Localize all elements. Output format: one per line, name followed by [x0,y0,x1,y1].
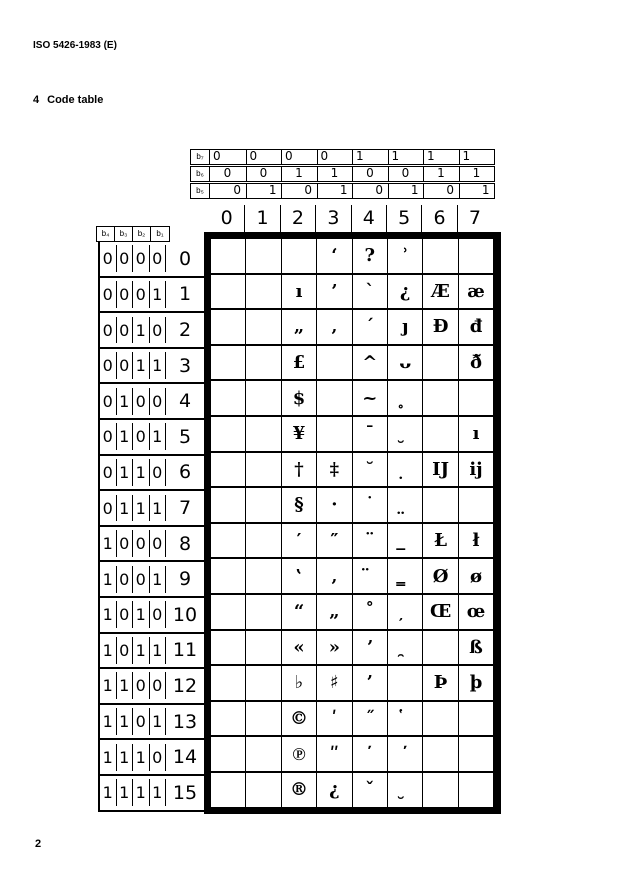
row-number: 11 [172,639,198,662]
code-cell-7-7 [459,488,494,524]
code-cell-0-10 [211,595,246,631]
row-bit: 0 [100,317,117,344]
row-label-5 [98,420,204,456]
column-heading-7: 7 [457,205,492,232]
code-cell-5-6 [388,453,423,489]
row-bit: 0 [100,281,117,308]
b7-bit-0: 0 [213,149,221,163]
code-cell-2-7: § [282,488,317,524]
row-bit: 1 [133,637,150,664]
row-bit: 0 [100,459,117,486]
row-bit: 1 [133,459,150,486]
code-cell-3-8: ″ [317,524,352,560]
code-cell-1-11 [246,631,281,667]
b5-bit-5: 1 [388,184,423,198]
row-label-10 [98,598,204,634]
code-cell-4-15: ˇ [353,773,388,809]
code-cell-6-2: Đ [423,310,458,346]
row-bit: 1 [100,708,117,735]
column-heading-0: 0 [220,207,233,229]
row-bit: 0 [150,388,167,415]
code-table-grid [204,232,501,814]
row-number: 4 [178,390,192,413]
row-bits-header [96,226,170,242]
row-bit: 1 [150,708,167,735]
b6-bit-7: 1 [459,167,494,181]
code-cell-0-4 [211,381,246,417]
code-cell-6-10: Œ [423,595,458,631]
code-cell-1-13 [246,702,281,738]
row-number: 3 [178,354,192,377]
row-bit: 1 [117,708,134,735]
code-cell-3-1: ’ [317,275,352,311]
b6-bit-6: 1 [423,167,458,181]
b5-bit-6: 0 [423,184,458,198]
code-cell-5-0: ʾ [388,239,423,275]
code-cell-3-9: ‚ [317,559,352,595]
code-cell-7-8: ł [459,524,494,560]
row-bit: 1 [117,672,134,699]
code-cell-2-9: ‛ [282,559,317,595]
row-bit: 0 [117,637,134,664]
code-cell-4-14 [353,737,388,773]
row-number: 9 [178,568,192,591]
code-cell-4-2: ´ [353,310,388,346]
code-cell-0-11 [211,631,246,667]
code-cell-4-5: ¯ [353,417,388,453]
code-cell-5-3: ᴗ [388,346,423,382]
code-cell-6-6: IJ [423,453,458,489]
row-bit-header-2: b₂ [133,227,151,241]
b7-bit-5: 1 [388,150,423,164]
row-bit: 0 [150,245,167,272]
code-cell-0-6 [211,453,246,489]
row-bit: 1 [100,637,117,664]
row-bit: 0 [150,530,167,557]
row-bit: 1 [150,281,167,308]
code-cell-1-4 [246,381,281,417]
code-cell-0-14 [211,737,246,773]
row-bit: 0 [100,245,117,272]
code-cell-7-0 [459,239,494,275]
row-bit: 0 [100,495,117,522]
code-cell-4-13: ˝ [353,702,388,738]
code-cell-1-12 [246,666,281,702]
row-bit: 1 [150,779,167,806]
code-cell-7-11: ß [459,631,494,667]
row-bit: 1 [150,637,167,664]
code-cell-2-11: « [282,631,317,667]
code-cell-0-3 [211,346,246,382]
row-bit: 1 [133,744,150,771]
column-heading-5: 5 [386,205,421,232]
code-cell-3-13: ʹ [317,702,352,738]
code-cell-4-1: ` [353,275,388,311]
code-cell-0-13 [211,702,246,738]
b5-bit-7: 1 [459,184,494,198]
code-cell-4-12: ’ [353,666,388,702]
code-cell-2-10: “ [282,595,317,631]
b5-bit-1: 1 [246,184,281,198]
row-label-9 [98,562,204,598]
code-cell-3-5 [317,417,352,453]
code-cell-2-6: † [282,453,317,489]
row-bit: 0 [133,423,150,450]
row-label-3 [98,349,204,385]
row-number: 2 [178,318,192,341]
section-title: Code table [47,94,104,106]
code-cell-2-8: ′ [282,524,317,560]
b7-bit-4: 1 [352,150,387,164]
row-bit: 1 [117,459,134,486]
code-cell-5-15 [388,773,423,809]
code-cell-7-15 [459,773,494,809]
row-number: 12 [172,674,198,697]
code-cell-6-11 [423,631,458,667]
row-label-11 [98,634,204,670]
row-bit: 0 [133,672,150,699]
row-bit: 0 [117,245,134,272]
row-bit: 1 [100,566,117,593]
code-cell-2-12: ♭ [282,666,317,702]
code-cell-4-0: ? [353,239,388,275]
row-bit: 1 [150,566,167,593]
b5-bit-0: 0 [233,183,241,197]
row-label-15 [98,776,204,812]
code-cell-0-0 [211,239,246,275]
row-number: 7 [178,496,192,519]
code-cell-5-14 [388,737,423,773]
code-cell-3-15: ¿ [317,773,352,809]
code-cell-7-3: ð̃ [459,346,494,382]
row-bit: 1 [100,672,117,699]
row-bit: 1 [133,317,150,344]
code-cell-7-9: ø [459,559,494,595]
code-cell-2-4: $ [282,381,317,417]
row-bit: 1 [100,779,117,806]
code-cell-6-4 [423,381,458,417]
code-cell-7-2: đ [459,310,494,346]
row-bit: 0 [133,708,150,735]
code-cell-4-6: ˘ [353,453,388,489]
column-headings [209,205,497,232]
code-cell-0-9 [211,559,246,595]
row-bit-header-0: b₄ [97,227,115,241]
row-number: 5 [178,425,192,448]
code-cell-3-3 [317,346,352,382]
code-cell-3-0: ‘ [317,239,352,275]
code-cell-5-13 [388,702,423,738]
code-cell-5-5 [388,417,423,453]
b7-bit-2: 0 [281,150,316,164]
section-heading [33,94,111,106]
code-cell-2-2: „ [282,310,317,346]
code-cell-6-15 [423,773,458,809]
section-number: 4 [33,94,40,106]
code-cell-3-2: ‚ [317,310,352,346]
b6-values [210,167,494,181]
row-bit: 0 [133,566,150,593]
row-label-0 [98,242,204,278]
code-cell-1-1 [246,275,281,311]
code-cell-3-10: „ [317,595,352,631]
row-number: 13 [172,710,198,733]
b5-row [190,183,495,199]
code-cell-6-14 [423,737,458,773]
b6-row [190,166,495,182]
code-cell-5-12 [388,666,423,702]
code-cell-7-6: ij [459,453,494,489]
column-heading-1: 1 [244,205,279,232]
code-cell-2-5: ¥ [282,417,317,453]
code-cell-3-7: · [317,488,352,524]
row-bit: 0 [117,566,134,593]
code-cell-1-0 [246,239,281,275]
code-cell-1-6 [246,453,281,489]
code-cell-5-10 [388,595,423,631]
page-number: 2 [35,838,42,850]
row-bit: 0 [133,388,150,415]
code-cell-1-8 [246,524,281,560]
b6-bit-0: 0 [223,166,232,180]
code-cell-7-12: þ [459,666,494,702]
b7-bit-3: 0 [317,150,352,164]
code-cell-5-1: ¿ [388,275,423,311]
row-label-4 [98,384,204,420]
row-bit-header-3: b₁ [156,229,164,238]
b5-label: b₅ [191,184,210,198]
code-cell-1-15 [246,773,281,809]
row-number: 15 [172,781,198,804]
row-bit: 0 [117,317,134,344]
code-cell-4-9 [353,559,388,595]
b7-values [210,150,494,164]
code-cell-4-4: ~ [353,381,388,417]
code-cell-7-10: œ [459,595,494,631]
code-cell-6-1: Æ [423,275,458,311]
row-bit: 1 [100,744,117,771]
code-cell-6-12: Þ [423,666,458,702]
b7-bit-1: 0 [246,150,281,164]
row-bit: 1 [100,601,117,628]
b6-bit-2: 1 [281,167,316,181]
row-bit: 0 [150,459,167,486]
column-heading-2: 2 [280,205,315,232]
code-cell-2-14: ℗ [282,737,317,773]
row-bit: 1 [133,352,150,379]
b5-values [210,184,494,198]
code-cell-7-5: ı [459,417,494,453]
b6-bit-3: 1 [317,167,352,181]
row-bit: 0 [133,281,150,308]
row-bit: 0 [100,388,117,415]
code-cell-2-15: ® [282,773,317,809]
code-cell-4-10: ˚ [353,595,388,631]
b6-bit-4: 0 [352,167,387,181]
code-cell-1-14 [246,737,281,773]
code-cell-5-11 [388,631,423,667]
b6-bit-1: 0 [246,167,281,181]
code-cell-1-7 [246,488,281,524]
row-bit: 1 [133,601,150,628]
code-cell-1-10 [246,595,281,631]
code-cell-2-0 [282,239,317,275]
code-cell-5-9 [388,559,423,595]
row-label-13 [98,705,204,741]
row-bit: 1 [117,388,134,415]
code-cell-5-4 [388,381,423,417]
row-bit: 1 [100,530,117,557]
code-cell-5-8 [388,524,423,560]
code-cell-4-3: ^ [353,346,388,382]
code-cell-3-4 [317,381,352,417]
row-bit: 1 [117,779,134,806]
code-cell-0-7 [211,488,246,524]
code-cell-0-5 [211,417,246,453]
b7-bit-6: 1 [423,150,458,164]
code-cell-6-9: Ø [423,559,458,595]
code-cell-1-2 [246,310,281,346]
row-bit: 1 [133,779,150,806]
b5-bit-4: 0 [352,184,387,198]
row-bit: 1 [117,744,134,771]
code-cell-0-2 [211,310,246,346]
row-bit: 1 [150,352,167,379]
row-number: 6 [178,461,192,484]
row-bit: 1 [150,423,167,450]
row-bit: 1 [133,495,150,522]
code-cell-2-3: £ [282,346,317,382]
row-bit: 0 [150,601,167,628]
row-bit: 0 [150,317,167,344]
column-heading-4: 4 [351,205,386,232]
code-cell-0-1 [211,275,246,311]
row-bit: 0 [100,423,117,450]
code-cell-6-3 [423,346,458,382]
row-label-14 [98,740,204,776]
code-cell-3-11: » [317,631,352,667]
code-cell-6-5 [423,417,458,453]
row-bit: 0 [133,530,150,557]
b7-bit-7: 1 [459,150,494,164]
row-label-8 [98,527,204,563]
row-label-7 [98,491,204,527]
code-cell-1-3 [246,346,281,382]
code-cell-0-8 [211,524,246,560]
code-cell-3-6: ‡ [317,453,352,489]
code-cell-4-7: ˙ [353,488,388,524]
column-heading-6: 6 [421,205,456,232]
row-bit: 1 [117,423,134,450]
code-cell-7-13 [459,702,494,738]
row-bit: 1 [150,495,167,522]
code-cell-5-7 [388,488,423,524]
row-bit: 0 [150,672,167,699]
row-bit: 0 [117,352,134,379]
row-number: 10 [172,603,198,626]
row-bit: 0 [117,530,134,557]
row-number: 1 [178,283,192,306]
code-cell-1-5 [246,417,281,453]
code-cell-0-12 [211,666,246,702]
row-bit: 0 [117,281,134,308]
row-label-6 [98,456,204,492]
row-number: 14 [172,746,198,769]
row-label-12 [98,669,204,705]
b6-label: b₆ [191,167,210,181]
code-cell-3-14: ʺ [317,737,352,773]
row-label-2 [98,313,204,349]
column-heading-3: 3 [315,205,350,232]
row-number: 8 [178,532,192,555]
b7-row [190,149,495,165]
code-cell-0-15 [211,773,246,809]
row-label-1 [98,278,204,314]
code-cell-7-14 [459,737,494,773]
code-cell-6-0 [423,239,458,275]
code-cell-2-1: ı [282,275,317,311]
row-bit: 0 [150,744,167,771]
b7-label: b₇ [191,150,210,164]
row-bit: 0 [133,245,150,272]
code-cell-6-13 [423,702,458,738]
row-number: 0 [178,247,192,270]
b5-bit-2: 0 [281,184,316,198]
code-cell-4-11: ʼ [353,631,388,667]
b6-bit-5: 0 [388,167,423,181]
row-bit: 0 [100,352,117,379]
row-bit: 1 [117,495,134,522]
row-labels [98,242,204,812]
row-bit: 0 [117,601,134,628]
code-cell-6-8: Ł [423,524,458,560]
code-cell-3-12: ♯ [317,666,352,702]
code-cell-4-8: ¨ [353,524,388,560]
code-cell-7-4 [459,381,494,417]
code-cell-1-9 [246,559,281,595]
row-bit-header-1: b₃ [115,227,133,241]
code-cell-5-2: ȷ [388,310,423,346]
code-cell-2-13: © [282,702,317,738]
document-id: ISO 5426-1983 (E) [33,40,117,51]
code-cell-6-7 [423,488,458,524]
code-cell-7-1: æ [459,275,494,311]
b5-bit-3: 1 [317,184,352,198]
